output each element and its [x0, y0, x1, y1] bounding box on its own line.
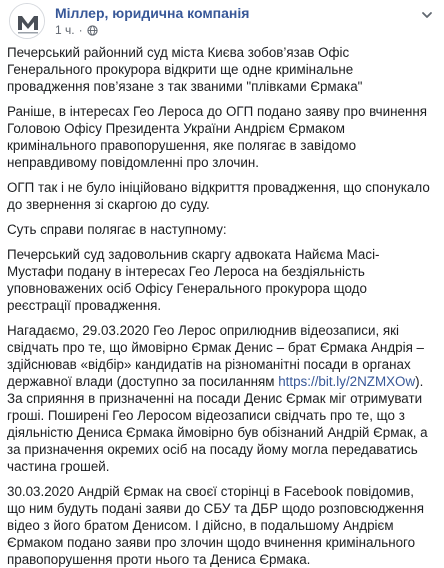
post-paragraph-3: ОГП так і не було ініційовано відкриття провадження, що спонукало до звернення зі скаргою до суду. — [7, 180, 430, 212]
post-timestamp[interactable]: 1 ч. — [55, 23, 75, 37]
globe-icon — [87, 25, 98, 36]
post-paragraph-7: 30.03.2020 Андрій Єрмак на своєї сторінці в Facebook повідомив, що ним будуть подані заяви до СБУ та ДБР щодо розповсюдження відео з його братом Денисом. І дійсно, в подальшому Андрієм Єрмаком подано заяви про злочин щодо вчинення кримінального правопорушення проти нього та Дениса Єрмака. — [7, 484, 424, 567]
paragraph-6-text-before: Нагадаємо, 29.03.2020 Гео Лерос оприлюднив відеозаписи, які свідчать про те, що ймовірно Єрмак Денис – брат Єрмака Андрія – здійснював «відбір» кандидатів на різноманітні посади в органах державної влади (доступно за посиланням — [7, 323, 424, 389]
meta-separator: · — [78, 23, 83, 37]
post-paragraph-6 — [7, 322, 434, 475]
post-paragraph-5: Печерський суд задовольнив скаргу адвоката Найєма Масі-Мустафи подану в інтересах Гео Лероса на бездіяльність уповноважених осіб Офісу Генерального прокурора щодо реєстрації провадження. — [7, 247, 380, 313]
paragraph-6-text-after: ). За сприяння в призначенні на посади Денис Єрмак міг отримувати гроші. Поширені Гео Леросом відеозаписи свідчать про те, що з діяльністю Дениса Єрмака ймовірно був обізнаний Андрій Єрмак, а за призначення окремих осіб на посаду йому могла передаватись частина грошей. — [7, 374, 428, 474]
post-header — [0, 0, 444, 44]
post-body — [0, 44, 444, 568]
post-paragraph-1: Печерський районний суд міста Києва зобов’язав Офіс Генерального прокурора відкрити ще одне кримінальне провадження пов’язане з так званими "плівками Єрмака" — [7, 45, 363, 94]
post-paragraph-4: Суть справи полягає в наступному: — [7, 222, 227, 237]
post-paragraph-2: Раніше, в інтересах Гео Лероса до ОГП подано заяву про вчинення Головою Офісу Президента України Андрієм Єрмаком кримінального правопорушення, яке полягає в завідомо неправдивому повідомленні про злочин. — [7, 104, 427, 170]
page-name-link[interactable]: Міллер, юридична компанія — [55, 5, 250, 21]
video-link[interactable]: https://bit.ly/2NZMXOw — [278, 374, 416, 389]
company-logo-icon — [10, 4, 45, 39]
post-meta — [55, 23, 98, 37]
company-logo-avatar[interactable] — [9, 3, 45, 39]
chevron-down-icon[interactable] — [420, 8, 434, 22]
